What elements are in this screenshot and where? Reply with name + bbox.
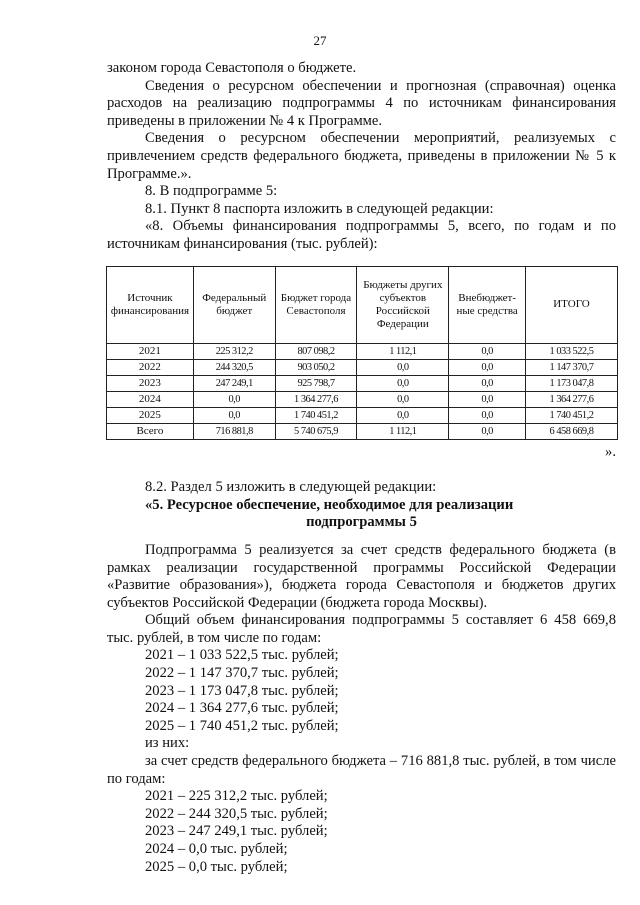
section-title-continued: подпрограммы 5 bbox=[306, 514, 417, 531]
list-item: 2023 – 247 249,1 тыс. рублей; bbox=[145, 823, 328, 840]
table-closing-quote: ». bbox=[605, 443, 616, 460]
table-cell: 925 798,7 bbox=[275, 375, 357, 391]
paragraph: 8.1. Пункт 8 паспорта изложить в следующей редакции: bbox=[145, 200, 494, 217]
paragraph: Подпрограмма 5 реализуется за счет средств федерального бюджета (в рамках реализации государственной программы Российской Федерации «Развитие образования»), бюджета города Севастополя и бюджетов других субъектов Российской Федерации (бюджета города Москвы). bbox=[107, 541, 616, 611]
table-cell: 903 050,2 bbox=[275, 359, 357, 375]
table-cell: 2021 bbox=[107, 343, 194, 359]
table-cell: 2024 bbox=[107, 391, 194, 407]
table-cell: 1 173 047,8 bbox=[525, 375, 617, 391]
table-cell: 225 312,2 bbox=[193, 343, 275, 359]
table-cell: 2023 bbox=[107, 375, 194, 391]
table-cell: 716 881,8 bbox=[193, 423, 275, 439]
of-them-label: из них: bbox=[145, 735, 190, 752]
table-cell: 0,0 bbox=[357, 407, 449, 423]
paragraph: Сведения о ресурсном обеспечении и прогнозная (справочная) оценка расходов на реализацию подпрограммы 4 по источникам финансирования приведены в приложении № 4 к Программе. bbox=[107, 77, 616, 129]
paragraph: законом города Севастополя о бюджете. bbox=[107, 60, 357, 76]
list-item: 2022 – 1 147 370,7 тыс. рублей; bbox=[145, 665, 339, 682]
table-cell: 247 249,1 bbox=[193, 375, 275, 391]
table-cell: 0,0 bbox=[449, 375, 526, 391]
page-number: 27 bbox=[313, 33, 327, 48]
table-cell: 1 147 370,7 bbox=[525, 359, 617, 375]
list-item: 2025 – 0,0 тыс. рублей; bbox=[145, 858, 288, 875]
table-cell: 1 740 451,2 bbox=[275, 407, 357, 423]
table-cell: 2025 bbox=[107, 407, 194, 423]
table-cell: 1 740 451,2 bbox=[525, 407, 617, 423]
table-cell: Всего bbox=[107, 423, 194, 439]
list-item: 2025 – 1 740 451,2 тыс. рублей; bbox=[145, 717, 339, 734]
table-cell: 1 364 277,6 bbox=[525, 391, 617, 407]
table-cell: 0,0 bbox=[357, 359, 449, 375]
header-cell: ИТОГО bbox=[525, 266, 617, 343]
table-total-row bbox=[107, 423, 618, 439]
paragraph: Общий объем финансирования подпрограммы 5 составляет 6 458 669,8 тыс. рублей, в том числе по годам: bbox=[107, 612, 616, 646]
table-cell: 0,0 bbox=[449, 391, 526, 407]
table-row bbox=[107, 407, 618, 423]
list-item: 2024 – 0,0 тыс. рублей; bbox=[145, 841, 288, 857]
header-cell: Бюджеты других субъектов Российской Федерации bbox=[357, 266, 449, 343]
table-cell: 0,0 bbox=[357, 375, 449, 391]
table-cell: 0,0 bbox=[193, 407, 275, 423]
paragraph: Сведения о ресурсном обеспечении мероприятий, реализуемых с привлечением средств федерального бюджета, приведены в приложении № 5 к Программе.». bbox=[107, 130, 616, 182]
table-cell: 1 112,1 bbox=[357, 423, 449, 439]
table-cell: 0,0 bbox=[449, 359, 526, 375]
list-item: 2023 – 1 173 047,8 тыс. рублей; bbox=[145, 682, 339, 699]
table-header-row bbox=[107, 266, 618, 343]
header-cell: Внебюджет-ные средства bbox=[449, 266, 526, 343]
financing-table bbox=[106, 266, 618, 440]
table-row bbox=[107, 391, 618, 407]
list-item: 2022 – 244 320,5 тыс. рублей; bbox=[145, 805, 328, 822]
table-cell: 1 364 277,6 bbox=[275, 391, 357, 407]
table-row bbox=[107, 375, 618, 391]
table-cell: 0,0 bbox=[449, 343, 526, 359]
table-cell: 807 098,2 bbox=[275, 343, 357, 359]
list-item: 2024 – 1 364 277,6 тыс. рублей; bbox=[145, 700, 339, 717]
list-item: 2021 – 225 312,2 тыс. рублей; bbox=[145, 788, 328, 805]
table-cell: 5 740 675,9 bbox=[275, 423, 357, 439]
table-cell: 0,0 bbox=[193, 391, 275, 407]
header-cell: Источник финансирования bbox=[107, 266, 194, 343]
paragraph: 8. В подпрограмме 5: bbox=[145, 183, 278, 200]
table-cell: 0,0 bbox=[449, 423, 526, 439]
table-cell: 2022 bbox=[107, 359, 194, 375]
table-cell: 1 112,1 bbox=[357, 343, 449, 359]
header-cell: Федеральный бюджет bbox=[193, 266, 275, 343]
list-item: 2021 – 1 033 522,5 тыс. рублей; bbox=[145, 647, 339, 664]
table-cell: 0,0 bbox=[357, 391, 449, 407]
document-body bbox=[107, 60, 616, 876]
section-title: «5. Ресурсное обеспечение, необходимое для реализации bbox=[145, 496, 514, 513]
table-row bbox=[107, 343, 618, 359]
table-cell: 244 320,5 bbox=[193, 359, 275, 375]
header-cell: Бюджет города Севастополя bbox=[275, 266, 357, 343]
section-intro: 8.2. Раздел 5 изложить в следующей редакции: bbox=[145, 479, 437, 496]
paragraph: за счет средств федерального бюджета – 716 881,8 тыс. рублей, в том числе по годам: bbox=[107, 753, 616, 787]
table-row bbox=[107, 359, 618, 375]
paragraph: «8. Объемы финансирования подпрограммы 5, всего, по годам и по источникам финансирования (тыс. рублей): bbox=[107, 218, 616, 252]
table-cell: 0,0 bbox=[449, 407, 526, 423]
table-cell: 1 033 522,5 bbox=[525, 343, 617, 359]
table-cell: 6 458 669,8 bbox=[525, 423, 617, 439]
